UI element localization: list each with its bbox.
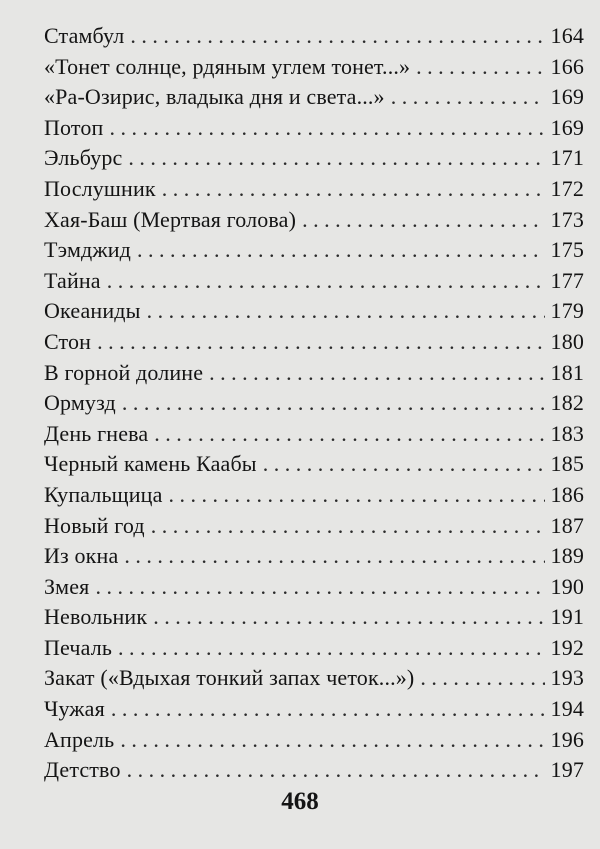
dot-leader bbox=[95, 572, 544, 603]
toc-entry bbox=[44, 113, 584, 144]
toc-entry bbox=[44, 755, 584, 786]
dot-leader bbox=[137, 235, 545, 266]
toc-entry bbox=[44, 541, 584, 572]
toc-entry-title: Закат («Вдыхая тонкий запах четок...») bbox=[44, 665, 415, 691]
toc-entry bbox=[44, 388, 584, 419]
toc-entry bbox=[44, 296, 584, 327]
toc-entry-page: 192 bbox=[550, 634, 584, 660]
dot-leader bbox=[154, 419, 544, 450]
dot-leader bbox=[118, 633, 545, 664]
toc-entry bbox=[44, 205, 584, 236]
toc-entry-title: Невольник bbox=[44, 604, 148, 630]
toc-entry-title: Новый год bbox=[44, 512, 145, 538]
toc-entry-page: 171 bbox=[550, 145, 584, 171]
toc-entry-title: Печаль bbox=[44, 634, 113, 660]
toc-entry bbox=[44, 143, 584, 174]
toc-entry-title: Купальщица bbox=[44, 481, 163, 507]
toc-entry-title: Из окна bbox=[44, 543, 119, 569]
toc-entry bbox=[44, 82, 584, 113]
toc-entry-page: 196 bbox=[550, 726, 584, 752]
dot-leader bbox=[97, 327, 544, 358]
dot-leader bbox=[128, 143, 544, 174]
toc-entry-page: 194 bbox=[550, 696, 584, 722]
toc-entry bbox=[44, 235, 584, 266]
toc-entry bbox=[44, 602, 584, 633]
toc-entry-page: 181 bbox=[550, 359, 584, 385]
toc-entry bbox=[44, 725, 584, 756]
toc-entry-page: 180 bbox=[550, 328, 584, 354]
dot-leader bbox=[107, 266, 545, 297]
toc-entry-page: 187 bbox=[550, 512, 584, 538]
dot-leader bbox=[263, 449, 545, 480]
dot-leader bbox=[122, 388, 545, 419]
toc-entry-title: Черный камень Каабы bbox=[44, 451, 257, 477]
toc-entry-title: Детство bbox=[44, 757, 121, 783]
toc-entry-page: 172 bbox=[550, 175, 584, 201]
dot-leader bbox=[302, 205, 544, 236]
toc-entry-page: 183 bbox=[550, 420, 584, 446]
dot-leader bbox=[124, 541, 544, 572]
dot-leader bbox=[162, 174, 545, 205]
toc-entry-page: 169 bbox=[550, 84, 584, 110]
toc-entry bbox=[44, 358, 584, 389]
toc-entry-title: Стон bbox=[44, 328, 92, 354]
toc-entry-title: «Ра-Озирис, владыка дня и света...» bbox=[44, 84, 385, 110]
toc-entry-page: 169 bbox=[550, 114, 584, 140]
toc-entry-title: Океаниды bbox=[44, 298, 141, 324]
table-of-contents bbox=[44, 21, 584, 786]
page-number: 468 bbox=[281, 788, 319, 815]
toc-entry-title: «Тонет солнце, рдяным углем тонет...» bbox=[44, 53, 411, 79]
dot-leader bbox=[169, 480, 545, 511]
toc-entry-title: Чужая bbox=[44, 696, 105, 722]
toc-entry-page: 191 bbox=[550, 604, 584, 630]
dot-leader bbox=[416, 52, 544, 83]
toc-entry-title: Хая-Баш (Мертвая голова) bbox=[44, 206, 297, 232]
toc-entry bbox=[44, 511, 584, 542]
toc-entry-title: В горной долине bbox=[44, 359, 204, 385]
toc-entry bbox=[44, 52, 584, 83]
toc-entry-page: 193 bbox=[550, 665, 584, 691]
toc-entry-title: Эльбурс bbox=[44, 145, 123, 171]
dot-leader bbox=[153, 602, 544, 633]
toc-entry-page: 179 bbox=[550, 298, 584, 324]
toc-entry-title: День гнева bbox=[44, 420, 149, 446]
dot-leader bbox=[130, 21, 544, 52]
toc-entry bbox=[44, 449, 584, 480]
dot-leader bbox=[147, 296, 545, 327]
dot-leader bbox=[120, 725, 544, 756]
toc-entry-title: Змея bbox=[44, 573, 90, 599]
toc-entry-page: 189 bbox=[550, 543, 584, 569]
toc-entry-page: 186 bbox=[550, 481, 584, 507]
toc-entry bbox=[44, 480, 584, 511]
toc-entry bbox=[44, 663, 584, 694]
dot-leader bbox=[209, 358, 544, 389]
toc-entry bbox=[44, 174, 584, 205]
toc-entry-title: Послушник bbox=[44, 175, 156, 201]
toc-entry-title: Тэмджид bbox=[44, 237, 132, 263]
toc-entry-page: 166 bbox=[550, 53, 584, 79]
toc-entry-title: Стамбул bbox=[44, 23, 125, 48]
toc-entry bbox=[44, 327, 584, 358]
dot-leader bbox=[420, 663, 544, 694]
toc-entry-page: 164 bbox=[550, 23, 584, 48]
toc-entry-page: 173 bbox=[550, 206, 584, 232]
toc-entry bbox=[44, 21, 584, 52]
dot-leader bbox=[111, 694, 545, 725]
toc-entry-title: Тайна bbox=[44, 267, 101, 293]
toc-entry-page: 185 bbox=[550, 451, 584, 477]
toc-entry-page: 177 bbox=[550, 267, 584, 293]
dot-leader bbox=[151, 511, 545, 542]
toc-entry bbox=[44, 633, 584, 664]
toc-entry bbox=[44, 266, 584, 297]
toc-entry-title: Апрель bbox=[44, 726, 115, 752]
toc-entry bbox=[44, 419, 584, 450]
toc-entry-page: 190 bbox=[550, 573, 584, 599]
toc-entry-title: Ормузд bbox=[44, 390, 116, 416]
toc-entry-title: Потоп bbox=[44, 114, 104, 140]
dot-leader bbox=[391, 82, 545, 113]
toc-entry bbox=[44, 694, 584, 725]
toc-entry-page: 182 bbox=[550, 390, 584, 416]
toc-entry-page: 197 bbox=[550, 757, 584, 783]
dot-leader bbox=[127, 755, 545, 786]
dot-leader bbox=[109, 113, 544, 144]
toc-entry bbox=[44, 572, 584, 603]
toc-entry-page: 175 bbox=[550, 237, 584, 263]
